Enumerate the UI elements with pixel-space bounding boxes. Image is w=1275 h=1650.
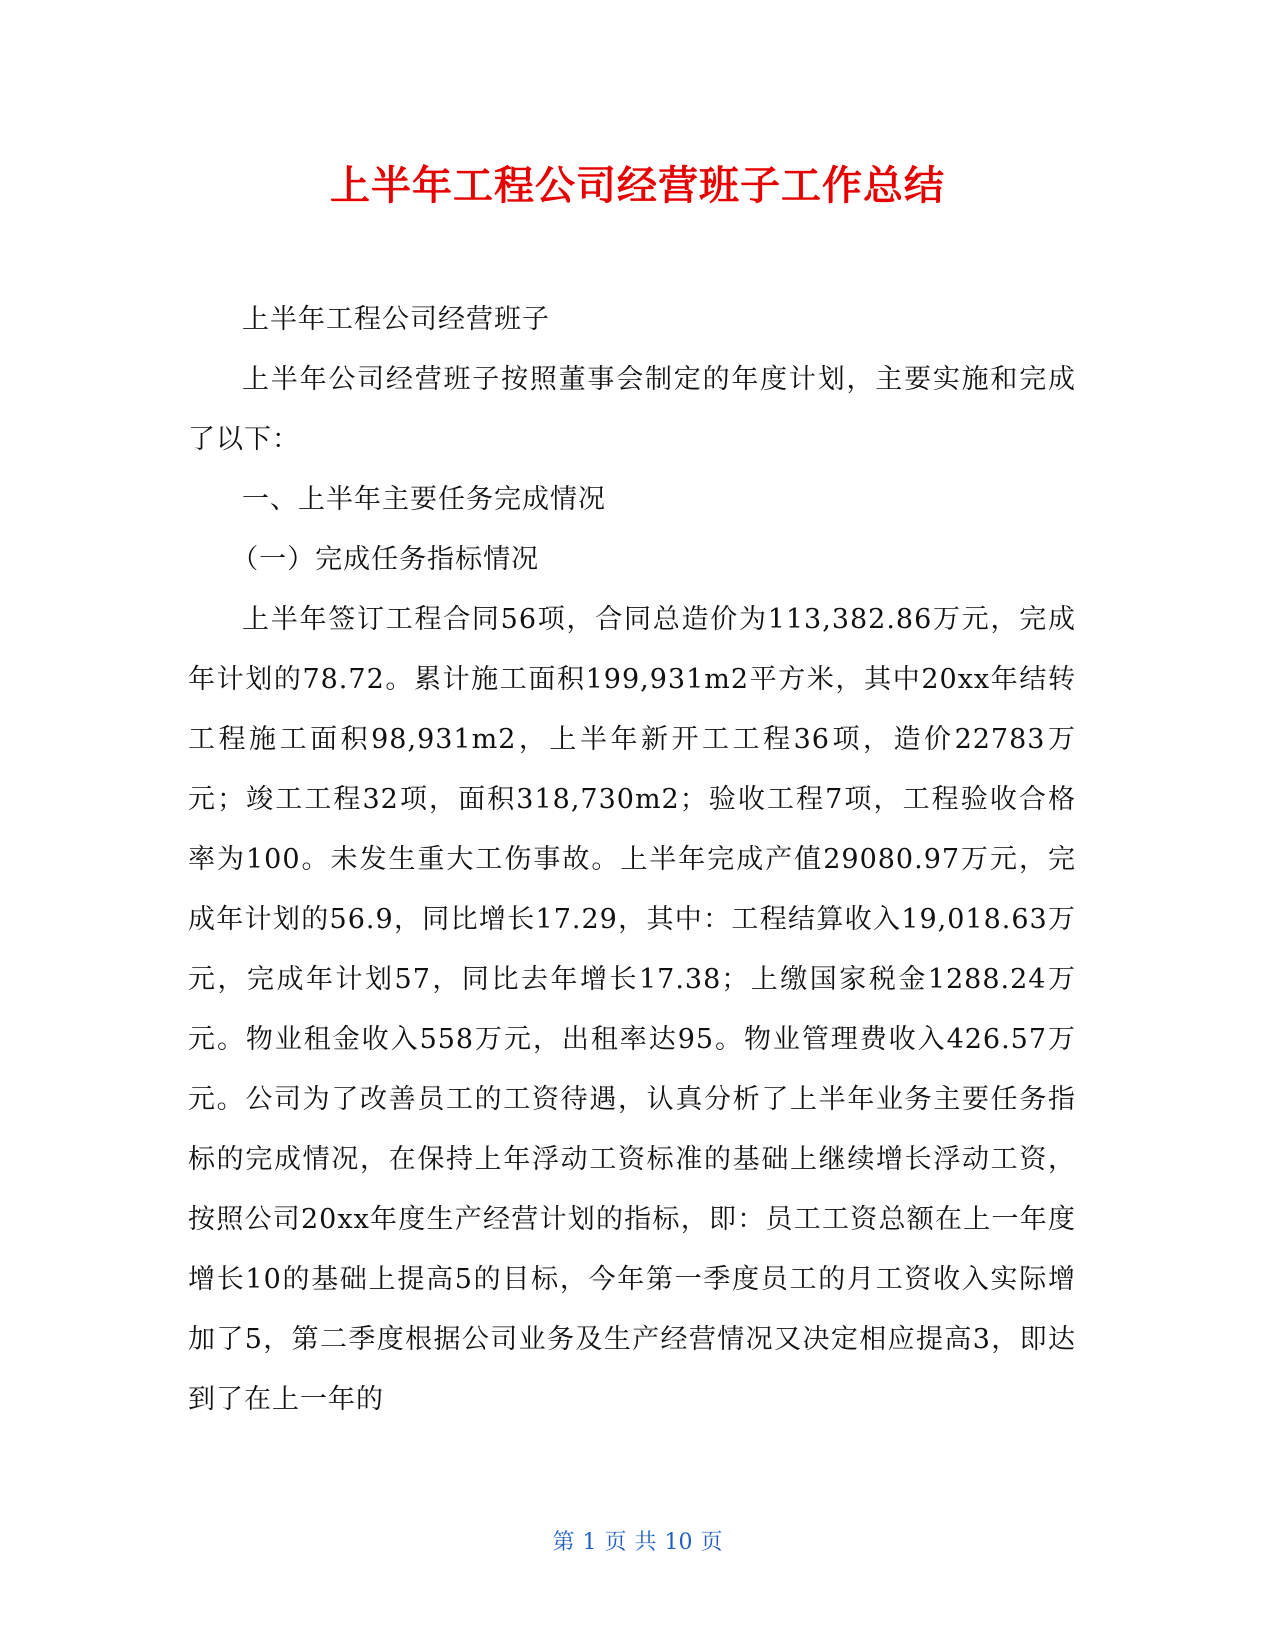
footer-page-number: 1 <box>582 1530 597 1555</box>
footer-prefix: 第 <box>552 1530 575 1555</box>
document-body <box>188 290 1076 1430</box>
footer-total-label: 共 <box>634 1530 657 1555</box>
subsection-heading: （一）完成任务指标情况 <box>231 544 540 575</box>
page-footer <box>0 1525 1275 1556</box>
paragraph-details: 上半年签订工程合同56项，合同总造价为113,382.86万元，完成年计划的78.72。累计施工面积199,931m2平方米，其中20xx年结转工程施工面积98,931m2，上半年新开工工程36项，造价22783万元；竣工工程32项，面积318,730m2；验收工程7项，工程验收合格率为100。未发生重大工伤事故。上半年完成产值29080.97万元，完成年计划的56.9，同比增长17.29，其中：工程结算收入19,018.63万元，完成年计划57，同比去年增长17.38；上缴国家税金1288.24万元。物业租金收入558万元，出租率达95。物业管理费收入426.57万元。公司为了改善员工的工资待遇，认真分析了上半年业务主要任务指标的完成情况，在保持上年浮动工资标准的基础上继续增长浮动工资，按照公司20xx年度生产经营计划的指标，即：员工工资总额在上一年度增长10的基础上提高5的目标，今年第一季度员工的月工资收入实际增加了5，第二季度根据公司业务及生产经营情况又决定相应提高3，即达到了在上一年的 <box>188 604 1076 1415</box>
document-title: 上半年工程公司经营班子工作总结 <box>330 163 945 209</box>
footer-total-pages: 10 <box>664 1530 693 1555</box>
paragraph-summary: 上半年公司经营班子按照董事会制定的年度计划，主要实施和完成了以下： <box>188 364 1076 455</box>
footer-suffix: 页 <box>700 1530 723 1555</box>
footer-page-label: 页 <box>604 1530 627 1555</box>
paragraph-intro: 上半年工程公司经营班子 <box>242 304 550 335</box>
section-heading: 一、上半年主要任务完成情况 <box>242 484 606 515</box>
